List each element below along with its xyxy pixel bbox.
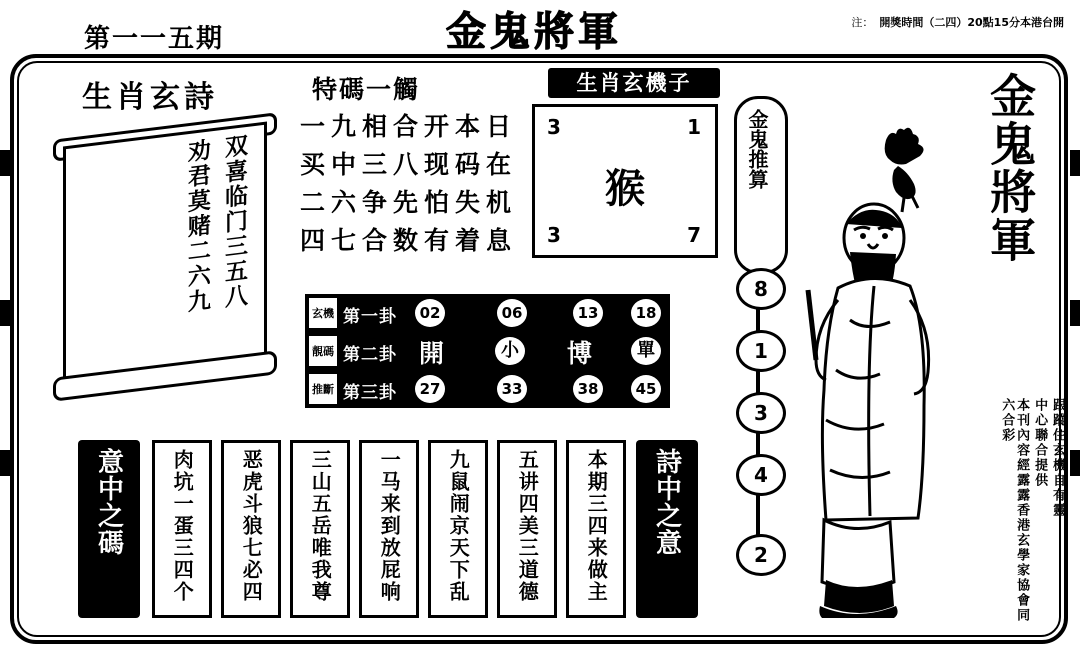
- issue-number: 第一一五期: [84, 24, 225, 54]
- table-ball: 45: [631, 375, 661, 403]
- row-name: 第一卦: [343, 307, 397, 327]
- bottom-item-text: 三山五岳唯我尊: [308, 449, 333, 603]
- table-word: 開: [419, 339, 445, 368]
- poem-line: 二六争先怕失机: [300, 188, 518, 217]
- poem-block: [300, 108, 532, 260]
- bottom-right-cap-label: 詩中之意: [651, 448, 682, 556]
- bottom-item: [497, 440, 557, 618]
- table-ball: 33: [497, 375, 527, 403]
- zodiac-corner-bottom-right: 7: [687, 223, 701, 247]
- zodiac-corner-top-right: 1: [687, 115, 701, 139]
- zodiac-title: 生肖玄機子: [548, 68, 720, 98]
- table-ball: 02: [415, 299, 445, 327]
- table-ball: 27: [415, 375, 445, 403]
- row-name: 第二卦: [343, 345, 397, 365]
- row-label: 靚碼: [309, 336, 337, 366]
- bottom-item: [152, 440, 212, 618]
- table-ball: 38: [573, 375, 603, 403]
- table-ball: 18: [631, 299, 661, 327]
- bottom-item: [290, 440, 350, 618]
- draw-time-note: [851, 14, 1064, 30]
- zodiac-box: [532, 104, 718, 258]
- edge-tick: [1070, 150, 1080, 176]
- right-note-line: 跟蹤住玄機自有靈: [1050, 398, 1065, 518]
- edge-tick: [0, 450, 10, 476]
- masthead-title: 金鬼將軍: [446, 9, 622, 55]
- scroll-line: 双喜临门三五八: [221, 132, 247, 311]
- calc-number: 4: [736, 454, 786, 496]
- right-notes: [998, 398, 1064, 628]
- zodiac-corner-top-left: 3: [547, 115, 561, 139]
- table-word: 博: [567, 339, 593, 368]
- table-ball: 13: [573, 299, 603, 327]
- section-title-tema: 特碼一觸: [312, 75, 421, 104]
- right-note-line: 本刊內容經露露香港玄學家協會同六合彩: [999, 398, 1030, 623]
- zodiac-animal: 猴: [605, 166, 645, 212]
- edge-tick: [1070, 450, 1080, 476]
- section-title-shengxiao: 生肖玄詩: [82, 80, 218, 115]
- bottom-item: [221, 440, 281, 618]
- bottom-item-text: 一马来到放屁响: [377, 449, 402, 603]
- bottom-item: [359, 440, 419, 618]
- table-ball: 06: [497, 299, 527, 327]
- calc-title: 金鬼推算: [745, 109, 769, 189]
- edge-tick: [1070, 300, 1080, 326]
- poem-line: 买中三八现码在: [300, 150, 518, 179]
- scroll-text: [97, 133, 247, 367]
- poem-line: 四七合数有着息: [300, 226, 518, 255]
- right-note-line: 中心聯合提供: [1032, 398, 1048, 488]
- sage-illustration: [790, 120, 970, 620]
- calc-number: 3: [736, 392, 786, 434]
- note-text: 開獎時間（二四）20點15分本港台開: [879, 16, 1064, 29]
- bottom-item: [566, 440, 626, 618]
- prediction-table: [305, 294, 670, 408]
- scroll-line: 劝君莫赌二六九: [183, 137, 210, 316]
- calc-number: 8: [736, 268, 786, 310]
- table-row: [305, 294, 670, 332]
- bottom-item-text: 九鼠闹京天下乱: [446, 449, 471, 603]
- row-label: 推斷: [309, 374, 337, 404]
- calc-title-oval: [734, 96, 788, 274]
- poem-line: 一九相合开本日: [300, 112, 518, 141]
- table-row: [305, 370, 670, 408]
- bottom-item-text: 肉坑一蛋三四个: [170, 449, 195, 603]
- table-word: 小: [495, 337, 525, 365]
- bottom-left-cap-label: 意中之碼: [93, 448, 124, 556]
- row-label: 玄機: [309, 298, 337, 328]
- calc-number: 1: [736, 330, 786, 372]
- note-label: 注：: [851, 16, 874, 29]
- bottom-item: [428, 440, 488, 618]
- bottom-left-cap: [78, 440, 140, 618]
- bottom-item-text: 五讲四美三道德: [515, 449, 540, 603]
- calc-number: 2: [736, 534, 786, 576]
- row-name: 第三卦: [343, 383, 397, 403]
- bottom-right-cap: [636, 440, 698, 618]
- table-word: 單: [631, 337, 661, 365]
- table-row: [305, 332, 670, 370]
- bottom-item-text: 恶虎斗狼七必四: [239, 449, 264, 603]
- zodiac-corner-bottom-left: 3: [547, 223, 561, 247]
- edge-tick: [0, 150, 10, 176]
- bottom-item-text: 本期三四来做主: [584, 449, 609, 603]
- edge-tick: [0, 300, 10, 326]
- right-masthead: 金鬼將軍: [983, 72, 1038, 264]
- scroll-illustration: [45, 120, 285, 390]
